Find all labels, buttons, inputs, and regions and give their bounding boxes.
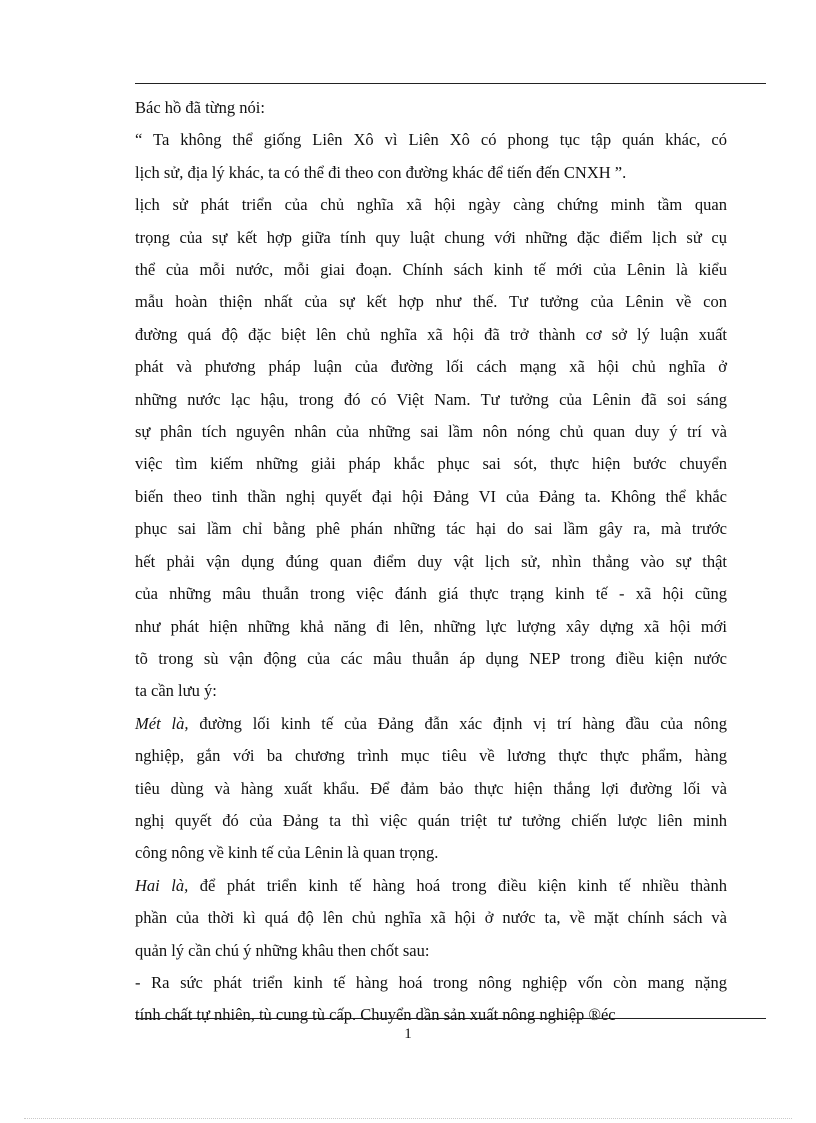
text-line: lịch sử, địa lý khác, ta có thể đi theo con đường khác để tiến đến CNXH ”.	[135, 162, 627, 182]
text-line: của những mâu thuẫn trong việc đánh giá thực trạng kinh tế - xã hội cũng	[135, 584, 727, 604]
footer-rule	[135, 1018, 766, 1019]
text-line: phát và phương pháp luận của đường lối cách mạng xã hội chủ nghĩa ở	[135, 357, 727, 377]
paragraph-lead-italic: Hai là,	[135, 875, 189, 895]
page-number: 1	[404, 1026, 412, 1042]
text-line: tính chất tự nhiên, tù cung tù cấp. Chuyển dần sản xuất nông nghiệp ®éc	[135, 1005, 616, 1025]
paragraph-first	[135, 708, 727, 870]
text-line: trọng của sự kết hợp giữa tính quy luật chung với những đặc điểm lịch sử cụ	[135, 227, 727, 247]
text-line: ta cần lưu ý:	[135, 681, 217, 701]
text-line: mẫu hoàn thiện nhất của sự kết hợp như thế. Tư tưởng của Lênin về con	[135, 292, 727, 312]
text-line: tiêu dùng và hàng xuất khẩu. Để đảm bảo thực hiện thắng lợi đường lối và	[135, 778, 727, 798]
text-line: quản lý cần chú ý những khâu then chốt sau:	[135, 940, 430, 960]
paragraph-lead-italic: Mét là,	[135, 713, 189, 733]
text-line: đường quá độ đặc biệt lên chủ nghĩa xã hội đã trở thành cơ sở lý luận xuất	[135, 324, 727, 344]
text-line: - Ra sức phát triển kinh tế hàng hoá trong nông nghiệp vốn còn mang nặng	[135, 972, 727, 992]
text-line: “ Ta không thể giống Liên Xô vì Liên Xô có phong tục tập quán khác, có	[135, 130, 727, 150]
text-line: lịch sử phát triển của chủ nghĩa xã hội ngày càng chứng minh tầm quan	[135, 195, 727, 215]
text-line: tõ trong sù vận động của các mâu thuẫn áp dụng NEP trong điều kiện nước	[135, 648, 727, 668]
text-line: phục sai lầm chỉ bằng phê phán những tác hại do sai lầm gây ra, mà trước	[135, 519, 727, 539]
text-line: biến theo tinh thần nghị quyết đại hội Đảng VI của Đảng ta. Không thể khắc	[135, 486, 727, 506]
text-line: nghiệp, gắn với ba chương trình mục tiêu về lương thực thực phẩm, hàng	[135, 746, 727, 766]
paragraph-second-lines	[135, 902, 727, 1032]
text-line: như phát hiện những khả năng đi lên, những lực lượng xây dựng xã hội mới	[135, 616, 727, 636]
header-rule	[135, 83, 766, 84]
paragraph-second-line: để phát triển kinh tế hàng hoá trong điều kiện kinh tế nhiều thành	[188, 875, 727, 895]
text-line: phần của thời kì quá độ lên chủ nghĩa xã hội ở nước ta, về mặt chính sách và	[135, 908, 727, 928]
paragraph-first-line: đường lối kinh tế của Đảng đẫn xác định vị trí hàng đầu của nông	[188, 713, 727, 733]
page-edge	[24, 1118, 792, 1119]
intro-lines	[135, 92, 727, 708]
text-line: hết phải vận dụng đúng quan điểm duy vật lịch sử, nhìn thẳng vào sự thật	[135, 551, 727, 571]
document-body	[135, 92, 727, 1032]
paragraph-first-lines	[135, 740, 727, 870]
text-line: nghị quyết đó của Đảng ta thì việc quán triệt tư tưởng chiến lược liên minh	[135, 810, 727, 830]
text-line: những nước lạc hậu, trong đó có Việt Nam. Tư tưởng của Lênin đã soi sáng	[135, 389, 727, 409]
text-line: việc tìm kiếm những giải pháp khắc phục sai sót, thực hiện bước chuyển	[135, 454, 727, 474]
text-line: sự phân tích nguyên nhân của những sai lầm nôn nóng chủ quan duy ý trí và	[135, 422, 727, 442]
paragraph-second	[135, 870, 727, 1032]
text-line: công nông về kinh tế của Lênin là quan trọng.	[135, 843, 439, 863]
text-line: thể của mỗi nước, mỗi giai đoạn. Chính sách kinh tế mới của Lênin là kiểu	[135, 260, 727, 280]
text-line: Bác hồ đã từng nói:	[135, 98, 265, 117]
